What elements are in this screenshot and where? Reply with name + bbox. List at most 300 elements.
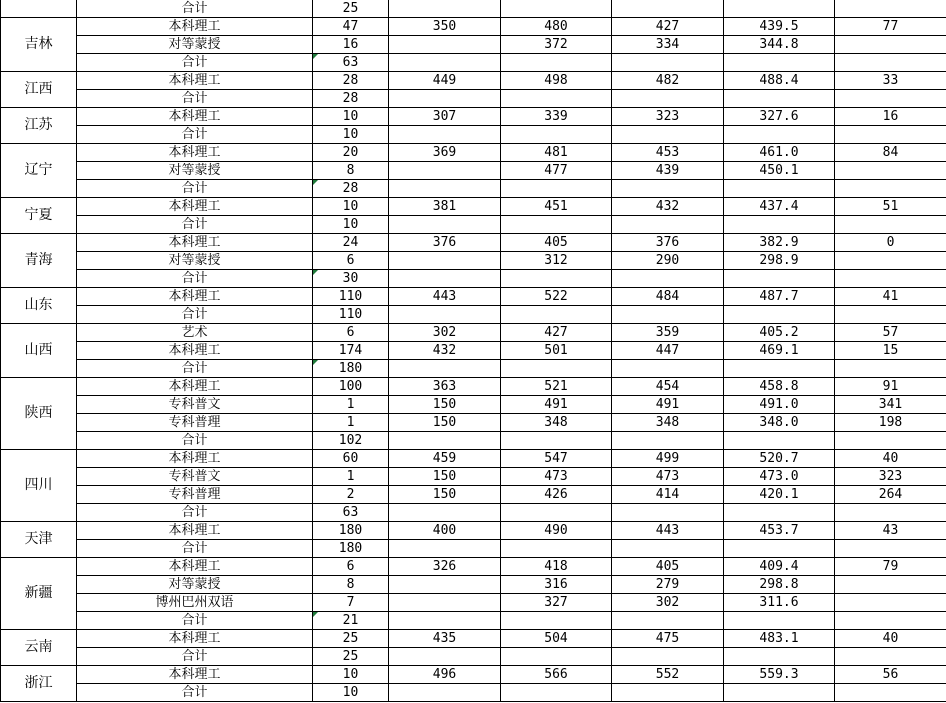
avg-score-cell[interactable]: 382.9 (724, 234, 835, 252)
control-line-cell[interactable] (389, 684, 501, 702)
table-row (1, 72, 946, 90)
control-line-cell[interactable]: 432 (389, 342, 501, 360)
count-cell[interactable]: 7 (313, 594, 389, 612)
province-cell[interactable]: 云南 (1, 630, 77, 666)
control-line-cell[interactable]: 150 (389, 414, 501, 432)
max-score-cell[interactable]: 481 (501, 144, 612, 162)
over-line-cell[interactable] (835, 684, 946, 702)
control-line-cell[interactable]: 302 (389, 324, 501, 342)
avg-score-cell[interactable]: 327.6 (724, 108, 835, 126)
max-score-cell[interactable]: 316 (501, 576, 612, 594)
category-cell[interactable]: 本科理工 (77, 522, 313, 540)
category-cell[interactable]: 艺术 (77, 324, 313, 342)
avg-score-cell[interactable]: 348.0 (724, 414, 835, 432)
max-score-cell[interactable] (501, 360, 612, 378)
over-line-cell[interactable] (835, 90, 946, 108)
avg-score-cell[interactable] (724, 432, 835, 450)
count-cell[interactable]: 28 (313, 180, 389, 198)
over-line-cell[interactable]: 79 (835, 558, 946, 576)
count-cell[interactable]: 1 (313, 396, 389, 414)
min-score-cell[interactable] (612, 684, 724, 702)
province-cell[interactable]: 山东 (1, 288, 77, 324)
min-score-cell[interactable] (612, 360, 724, 378)
over-line-cell[interactable] (835, 126, 946, 144)
control-line-cell[interactable] (389, 306, 501, 324)
province-cell[interactable]: 天津 (1, 522, 77, 558)
min-score-cell[interactable]: 427 (612, 18, 724, 36)
avg-score-cell[interactable]: 453.7 (724, 522, 835, 540)
count-cell[interactable]: 60 (313, 450, 389, 468)
control-line-cell[interactable]: 376 (389, 234, 501, 252)
min-score-cell[interactable]: 454 (612, 378, 724, 396)
max-score-cell[interactable]: 498 (501, 72, 612, 90)
count-cell[interactable]: 1 (313, 468, 389, 486)
category-cell[interactable]: 合计 (77, 0, 313, 18)
control-line-cell[interactable] (389, 432, 501, 450)
count-cell[interactable]: 28 (313, 72, 389, 90)
category-cell[interactable]: 合计 (77, 504, 313, 522)
max-score-cell[interactable]: 473 (501, 468, 612, 486)
max-score-cell[interactable]: 327 (501, 594, 612, 612)
avg-score-cell[interactable] (724, 540, 835, 558)
avg-score-cell[interactable]: 311.6 (724, 594, 835, 612)
max-score-cell[interactable]: 477 (501, 162, 612, 180)
count-cell[interactable]: 24 (313, 234, 389, 252)
category-cell[interactable]: 本科理工 (77, 234, 313, 252)
control-line-cell[interactable] (389, 0, 501, 18)
province-cell[interactable]: 青海 (1, 234, 77, 288)
avg-score-cell[interactable] (724, 180, 835, 198)
avg-score-cell[interactable]: 491.0 (724, 396, 835, 414)
control-line-cell[interactable] (389, 612, 501, 630)
min-score-cell[interactable]: 348 (612, 414, 724, 432)
avg-score-cell[interactable]: 437.4 (724, 198, 835, 216)
province-cell[interactable]: 江西 (1, 72, 77, 108)
count-cell[interactable]: 6 (313, 252, 389, 270)
count-cell[interactable]: 21 (313, 612, 389, 630)
control-line-cell[interactable]: 150 (389, 396, 501, 414)
count-cell[interactable]: 10 (313, 198, 389, 216)
count-cell[interactable]: 25 (313, 0, 389, 18)
min-score-cell[interactable]: 453 (612, 144, 724, 162)
min-score-cell[interactable] (612, 126, 724, 144)
over-line-cell[interactable]: 51 (835, 198, 946, 216)
control-line-cell[interactable]: 443 (389, 288, 501, 306)
over-line-cell[interactable] (835, 504, 946, 522)
avg-score-cell[interactable]: 520.7 (724, 450, 835, 468)
over-line-cell[interactable] (835, 252, 946, 270)
category-cell[interactable]: 本科理工 (77, 18, 313, 36)
min-score-cell[interactable] (612, 270, 724, 288)
category-cell[interactable]: 专科普理 (77, 486, 313, 504)
over-line-cell[interactable] (835, 612, 946, 630)
count-cell[interactable]: 10 (313, 666, 389, 684)
control-line-cell[interactable]: 350 (389, 18, 501, 36)
over-line-cell[interactable] (835, 180, 946, 198)
category-cell[interactable]: 本科理工 (77, 72, 313, 90)
province-cell[interactable]: 四川 (1, 450, 77, 522)
over-line-cell[interactable]: 198 (835, 414, 946, 432)
over-line-cell[interactable] (835, 432, 946, 450)
over-line-cell[interactable] (835, 576, 946, 594)
count-cell[interactable]: 110 (313, 288, 389, 306)
max-score-cell[interactable]: 504 (501, 630, 612, 648)
count-cell[interactable]: 174 (313, 342, 389, 360)
province-cell[interactable] (1, 0, 77, 18)
max-score-cell[interactable] (501, 432, 612, 450)
over-line-cell[interactable]: 56 (835, 666, 946, 684)
max-score-cell[interactable] (501, 54, 612, 72)
control-line-cell[interactable] (389, 648, 501, 666)
max-score-cell[interactable]: 521 (501, 378, 612, 396)
table-row (1, 594, 946, 612)
category-cell[interactable]: 合计 (77, 180, 313, 198)
over-line-cell[interactable]: 323 (835, 468, 946, 486)
count-cell[interactable]: 10 (313, 108, 389, 126)
category-cell[interactable]: 本科理工 (77, 288, 313, 306)
min-score-cell[interactable]: 334 (612, 36, 724, 54)
min-score-cell[interactable]: 473 (612, 468, 724, 486)
count-cell[interactable]: 180 (313, 360, 389, 378)
table-row (1, 324, 946, 342)
control-line-cell[interactable]: 381 (389, 198, 501, 216)
avg-score-cell[interactable] (724, 684, 835, 702)
count-cell[interactable]: 30 (313, 270, 389, 288)
min-score-cell[interactable] (612, 504, 724, 522)
category-cell[interactable]: 专科普文 (77, 468, 313, 486)
control-line-cell[interactable] (389, 252, 501, 270)
over-line-cell[interactable]: 16 (835, 108, 946, 126)
control-line-cell[interactable]: 459 (389, 450, 501, 468)
min-score-cell[interactable]: 302 (612, 594, 724, 612)
count-cell[interactable]: 180 (313, 540, 389, 558)
over-line-cell[interactable]: 341 (835, 396, 946, 414)
min-score-cell[interactable] (612, 540, 724, 558)
min-score-cell[interactable]: 432 (612, 198, 724, 216)
over-line-cell[interactable]: 77 (835, 18, 946, 36)
max-score-cell[interactable]: 312 (501, 252, 612, 270)
count-cell[interactable]: 47 (313, 18, 389, 36)
control-line-cell[interactable] (389, 360, 501, 378)
over-line-cell[interactable] (835, 216, 946, 234)
control-line-cell[interactable]: 449 (389, 72, 501, 90)
control-line-cell[interactable] (389, 54, 501, 72)
category-cell[interactable]: 合计 (77, 126, 313, 144)
category-cell[interactable]: 对等蒙授 (77, 576, 313, 594)
avg-score-cell[interactable]: 344.8 (724, 36, 835, 54)
max-score-cell[interactable]: 426 (501, 486, 612, 504)
over-line-cell[interactable]: 0 (835, 234, 946, 252)
category-cell[interactable]: 对等蒙授 (77, 162, 313, 180)
category-cell[interactable]: 专科普文 (77, 396, 313, 414)
avg-score-cell[interactable] (724, 306, 835, 324)
control-line-cell[interactable] (389, 162, 501, 180)
avg-score-cell[interactable] (724, 612, 835, 630)
control-line-cell[interactable] (389, 504, 501, 522)
category-cell[interactable]: 合计 (77, 90, 313, 108)
min-score-cell[interactable]: 475 (612, 630, 724, 648)
control-line-cell[interactable]: 369 (389, 144, 501, 162)
avg-score-cell[interactable] (724, 0, 835, 18)
over-line-cell[interactable]: 40 (835, 630, 946, 648)
min-score-cell[interactable] (612, 612, 724, 630)
max-score-cell[interactable] (501, 648, 612, 666)
max-score-cell[interactable] (501, 270, 612, 288)
over-line-cell[interactable]: 33 (835, 72, 946, 90)
table-row (1, 432, 946, 450)
count-cell[interactable]: 25 (313, 648, 389, 666)
min-score-cell[interactable] (612, 432, 724, 450)
over-line-cell[interactable] (835, 306, 946, 324)
category-cell[interactable]: 合计 (77, 216, 313, 234)
count-cell[interactable]: 8 (313, 162, 389, 180)
table-row (1, 198, 946, 216)
over-line-cell[interactable]: 15 (835, 342, 946, 360)
category-cell[interactable]: 专科普理 (77, 414, 313, 432)
control-line-cell[interactable]: 435 (389, 630, 501, 648)
min-score-cell[interactable]: 279 (612, 576, 724, 594)
province-cell[interactable]: 山西 (1, 324, 77, 378)
category-cell[interactable]: 本科理工 (77, 630, 313, 648)
max-score-cell[interactable]: 491 (501, 396, 612, 414)
province-cell[interactable]: 宁夏 (1, 198, 77, 234)
control-line-cell[interactable]: 400 (389, 522, 501, 540)
min-score-cell[interactable]: 499 (612, 450, 724, 468)
count-cell[interactable]: 1 (313, 414, 389, 432)
control-line-cell[interactable] (389, 36, 501, 54)
max-score-cell[interactable]: 339 (501, 108, 612, 126)
over-line-cell[interactable] (835, 162, 946, 180)
avg-score-cell[interactable]: 298.8 (724, 576, 835, 594)
min-score-cell[interactable]: 443 (612, 522, 724, 540)
min-score-cell[interactable]: 405 (612, 558, 724, 576)
table-row (1, 216, 946, 234)
category-cell[interactable]: 合计 (77, 684, 313, 702)
count-cell[interactable]: 16 (313, 36, 389, 54)
control-line-cell[interactable]: 150 (389, 486, 501, 504)
avg-score-cell[interactable] (724, 126, 835, 144)
max-score-cell[interactable] (501, 0, 612, 18)
province-cell[interactable]: 辽宁 (1, 144, 77, 198)
province-cell[interactable]: 陕西 (1, 378, 77, 450)
max-score-cell[interactable] (501, 684, 612, 702)
control-line-cell[interactable]: 150 (389, 468, 501, 486)
control-line-cell[interactable]: 307 (389, 108, 501, 126)
control-line-cell[interactable] (389, 540, 501, 558)
over-line-cell[interactable]: 43 (835, 522, 946, 540)
category-cell[interactable]: 博州巴州双语 (77, 594, 313, 612)
min-score-cell[interactable]: 323 (612, 108, 724, 126)
min-score-cell[interactable] (612, 0, 724, 18)
count-cell[interactable]: 10 (313, 216, 389, 234)
min-score-cell[interactable]: 491 (612, 396, 724, 414)
category-cell[interactable]: 合计 (77, 540, 313, 558)
over-line-cell[interactable] (835, 540, 946, 558)
max-score-cell[interactable]: 547 (501, 450, 612, 468)
avg-score-cell[interactable]: 559.3 (724, 666, 835, 684)
count-cell[interactable]: 10 (313, 126, 389, 144)
max-score-cell[interactable]: 451 (501, 198, 612, 216)
province-cell[interactable]: 吉林 (1, 18, 77, 72)
avg-score-cell[interactable] (724, 270, 835, 288)
count-cell[interactable]: 28 (313, 90, 389, 108)
max-score-cell[interactable]: 490 (501, 522, 612, 540)
count-cell[interactable]: 6 (313, 324, 389, 342)
control-line-cell[interactable] (389, 576, 501, 594)
over-line-cell[interactable] (835, 648, 946, 666)
max-score-cell[interactable] (501, 180, 612, 198)
min-score-cell[interactable]: 552 (612, 666, 724, 684)
count-cell[interactable]: 63 (313, 504, 389, 522)
max-score-cell[interactable] (501, 504, 612, 522)
avg-score-cell[interactable] (724, 54, 835, 72)
over-line-cell[interactable]: 57 (835, 324, 946, 342)
avg-score-cell[interactable]: 488.4 (724, 72, 835, 90)
count-cell[interactable]: 100 (313, 378, 389, 396)
avg-score-cell[interactable]: 473.0 (724, 468, 835, 486)
control-line-cell[interactable]: 496 (389, 666, 501, 684)
control-line-cell[interactable] (389, 180, 501, 198)
max-score-cell[interactable]: 566 (501, 666, 612, 684)
category-cell[interactable]: 合计 (77, 306, 313, 324)
over-line-cell[interactable]: 40 (835, 450, 946, 468)
over-line-cell[interactable] (835, 360, 946, 378)
avg-score-cell[interactable]: 409.4 (724, 558, 835, 576)
category-cell[interactable]: 本科理工 (77, 342, 313, 360)
category-cell[interactable]: 合计 (77, 648, 313, 666)
max-score-cell[interactable] (501, 540, 612, 558)
over-line-cell[interactable] (835, 594, 946, 612)
min-score-cell[interactable] (612, 216, 724, 234)
over-line-cell[interactable] (835, 36, 946, 54)
max-score-cell[interactable]: 372 (501, 36, 612, 54)
control-line-cell[interactable]: 363 (389, 378, 501, 396)
min-score-cell[interactable] (612, 180, 724, 198)
province-cell[interactable]: 新疆 (1, 558, 77, 630)
table-row (1, 90, 946, 108)
avg-score-cell[interactable] (724, 360, 835, 378)
avg-score-cell[interactable]: 450.1 (724, 162, 835, 180)
control-line-cell[interactable] (389, 216, 501, 234)
avg-score-cell[interactable]: 461.0 (724, 144, 835, 162)
max-score-cell[interactable]: 522 (501, 288, 612, 306)
avg-score-cell[interactable]: 298.9 (724, 252, 835, 270)
table-row (1, 378, 946, 396)
category-cell[interactable]: 本科理工 (77, 108, 313, 126)
max-score-cell[interactable]: 405 (501, 234, 612, 252)
category-cell[interactable]: 本科理工 (77, 666, 313, 684)
count-cell[interactable]: 8 (313, 576, 389, 594)
category-cell[interactable]: 合计 (77, 432, 313, 450)
category-cell[interactable]: 对等蒙授 (77, 36, 313, 54)
min-score-cell[interactable] (612, 648, 724, 666)
min-score-cell[interactable]: 447 (612, 342, 724, 360)
min-score-cell[interactable] (612, 54, 724, 72)
count-cell[interactable]: 110 (313, 306, 389, 324)
min-score-cell[interactable]: 482 (612, 72, 724, 90)
max-score-cell[interactable]: 427 (501, 324, 612, 342)
control-line-cell[interactable] (389, 90, 501, 108)
avg-score-cell[interactable] (724, 216, 835, 234)
max-score-cell[interactable]: 418 (501, 558, 612, 576)
min-score-cell[interactable]: 359 (612, 324, 724, 342)
min-score-cell[interactable] (612, 306, 724, 324)
count-cell[interactable]: 180 (313, 522, 389, 540)
max-score-cell[interactable] (501, 612, 612, 630)
avg-score-cell[interactable]: 483.1 (724, 630, 835, 648)
category-cell[interactable]: 对等蒙授 (77, 252, 313, 270)
min-score-cell[interactable] (612, 90, 724, 108)
over-line-cell[interactable]: 264 (835, 486, 946, 504)
over-line-cell[interactable]: 41 (835, 288, 946, 306)
count-cell[interactable]: 25 (313, 630, 389, 648)
over-line-cell[interactable]: 84 (835, 144, 946, 162)
count-cell[interactable]: 63 (313, 54, 389, 72)
avg-score-cell[interactable]: 487.7 (724, 288, 835, 306)
category-cell[interactable]: 本科理工 (77, 198, 313, 216)
control-line-cell[interactable] (389, 126, 501, 144)
count-cell[interactable]: 6 (313, 558, 389, 576)
control-line-cell[interactable]: 326 (389, 558, 501, 576)
max-score-cell[interactable] (501, 126, 612, 144)
table-row (1, 360, 946, 378)
over-line-cell[interactable] (835, 54, 946, 72)
max-score-cell[interactable] (501, 306, 612, 324)
control-line-cell[interactable] (389, 594, 501, 612)
count-cell[interactable]: 10 (313, 684, 389, 702)
avg-score-cell[interactable]: 420.1 (724, 486, 835, 504)
category-cell[interactable]: 本科理工 (77, 450, 313, 468)
min-score-cell[interactable]: 290 (612, 252, 724, 270)
count-cell[interactable]: 102 (313, 432, 389, 450)
over-line-cell[interactable]: 91 (835, 378, 946, 396)
max-score-cell[interactable]: 348 (501, 414, 612, 432)
table-row (1, 180, 946, 198)
over-line-cell[interactable] (835, 270, 946, 288)
category-cell[interactable]: 本科理工 (77, 378, 313, 396)
avg-score-cell[interactable] (724, 648, 835, 666)
category-cell[interactable]: 合计 (77, 54, 313, 72)
min-score-cell[interactable]: 376 (612, 234, 724, 252)
avg-score-cell[interactable]: 469.1 (724, 342, 835, 360)
avg-score-cell[interactable] (724, 90, 835, 108)
control-line-cell[interactable] (389, 270, 501, 288)
avg-score-cell[interactable]: 439.5 (724, 18, 835, 36)
avg-score-cell[interactable] (724, 504, 835, 522)
max-score-cell[interactable]: 480 (501, 18, 612, 36)
avg-score-cell[interactable]: 458.8 (724, 378, 835, 396)
count-cell[interactable]: 20 (313, 144, 389, 162)
category-cell[interactable]: 本科理工 (77, 144, 313, 162)
category-cell[interactable]: 合计 (77, 360, 313, 378)
province-cell[interactable]: 浙江 (1, 666, 77, 702)
table-row (1, 540, 946, 558)
min-score-cell[interactable]: 484 (612, 288, 724, 306)
min-score-cell[interactable]: 439 (612, 162, 724, 180)
province-cell[interactable]: 江苏 (1, 108, 77, 144)
avg-score-cell[interactable]: 405.2 (724, 324, 835, 342)
max-score-cell[interactable] (501, 90, 612, 108)
min-score-cell[interactable]: 414 (612, 486, 724, 504)
count-cell[interactable]: 2 (313, 486, 389, 504)
category-cell[interactable]: 合计 (77, 270, 313, 288)
category-cell[interactable]: 合计 (77, 612, 313, 630)
over-line-cell[interactable] (835, 0, 946, 18)
category-cell[interactable]: 本科理工 (77, 558, 313, 576)
max-score-cell[interactable]: 501 (501, 342, 612, 360)
max-score-cell[interactable] (501, 216, 612, 234)
table-row (1, 504, 946, 522)
